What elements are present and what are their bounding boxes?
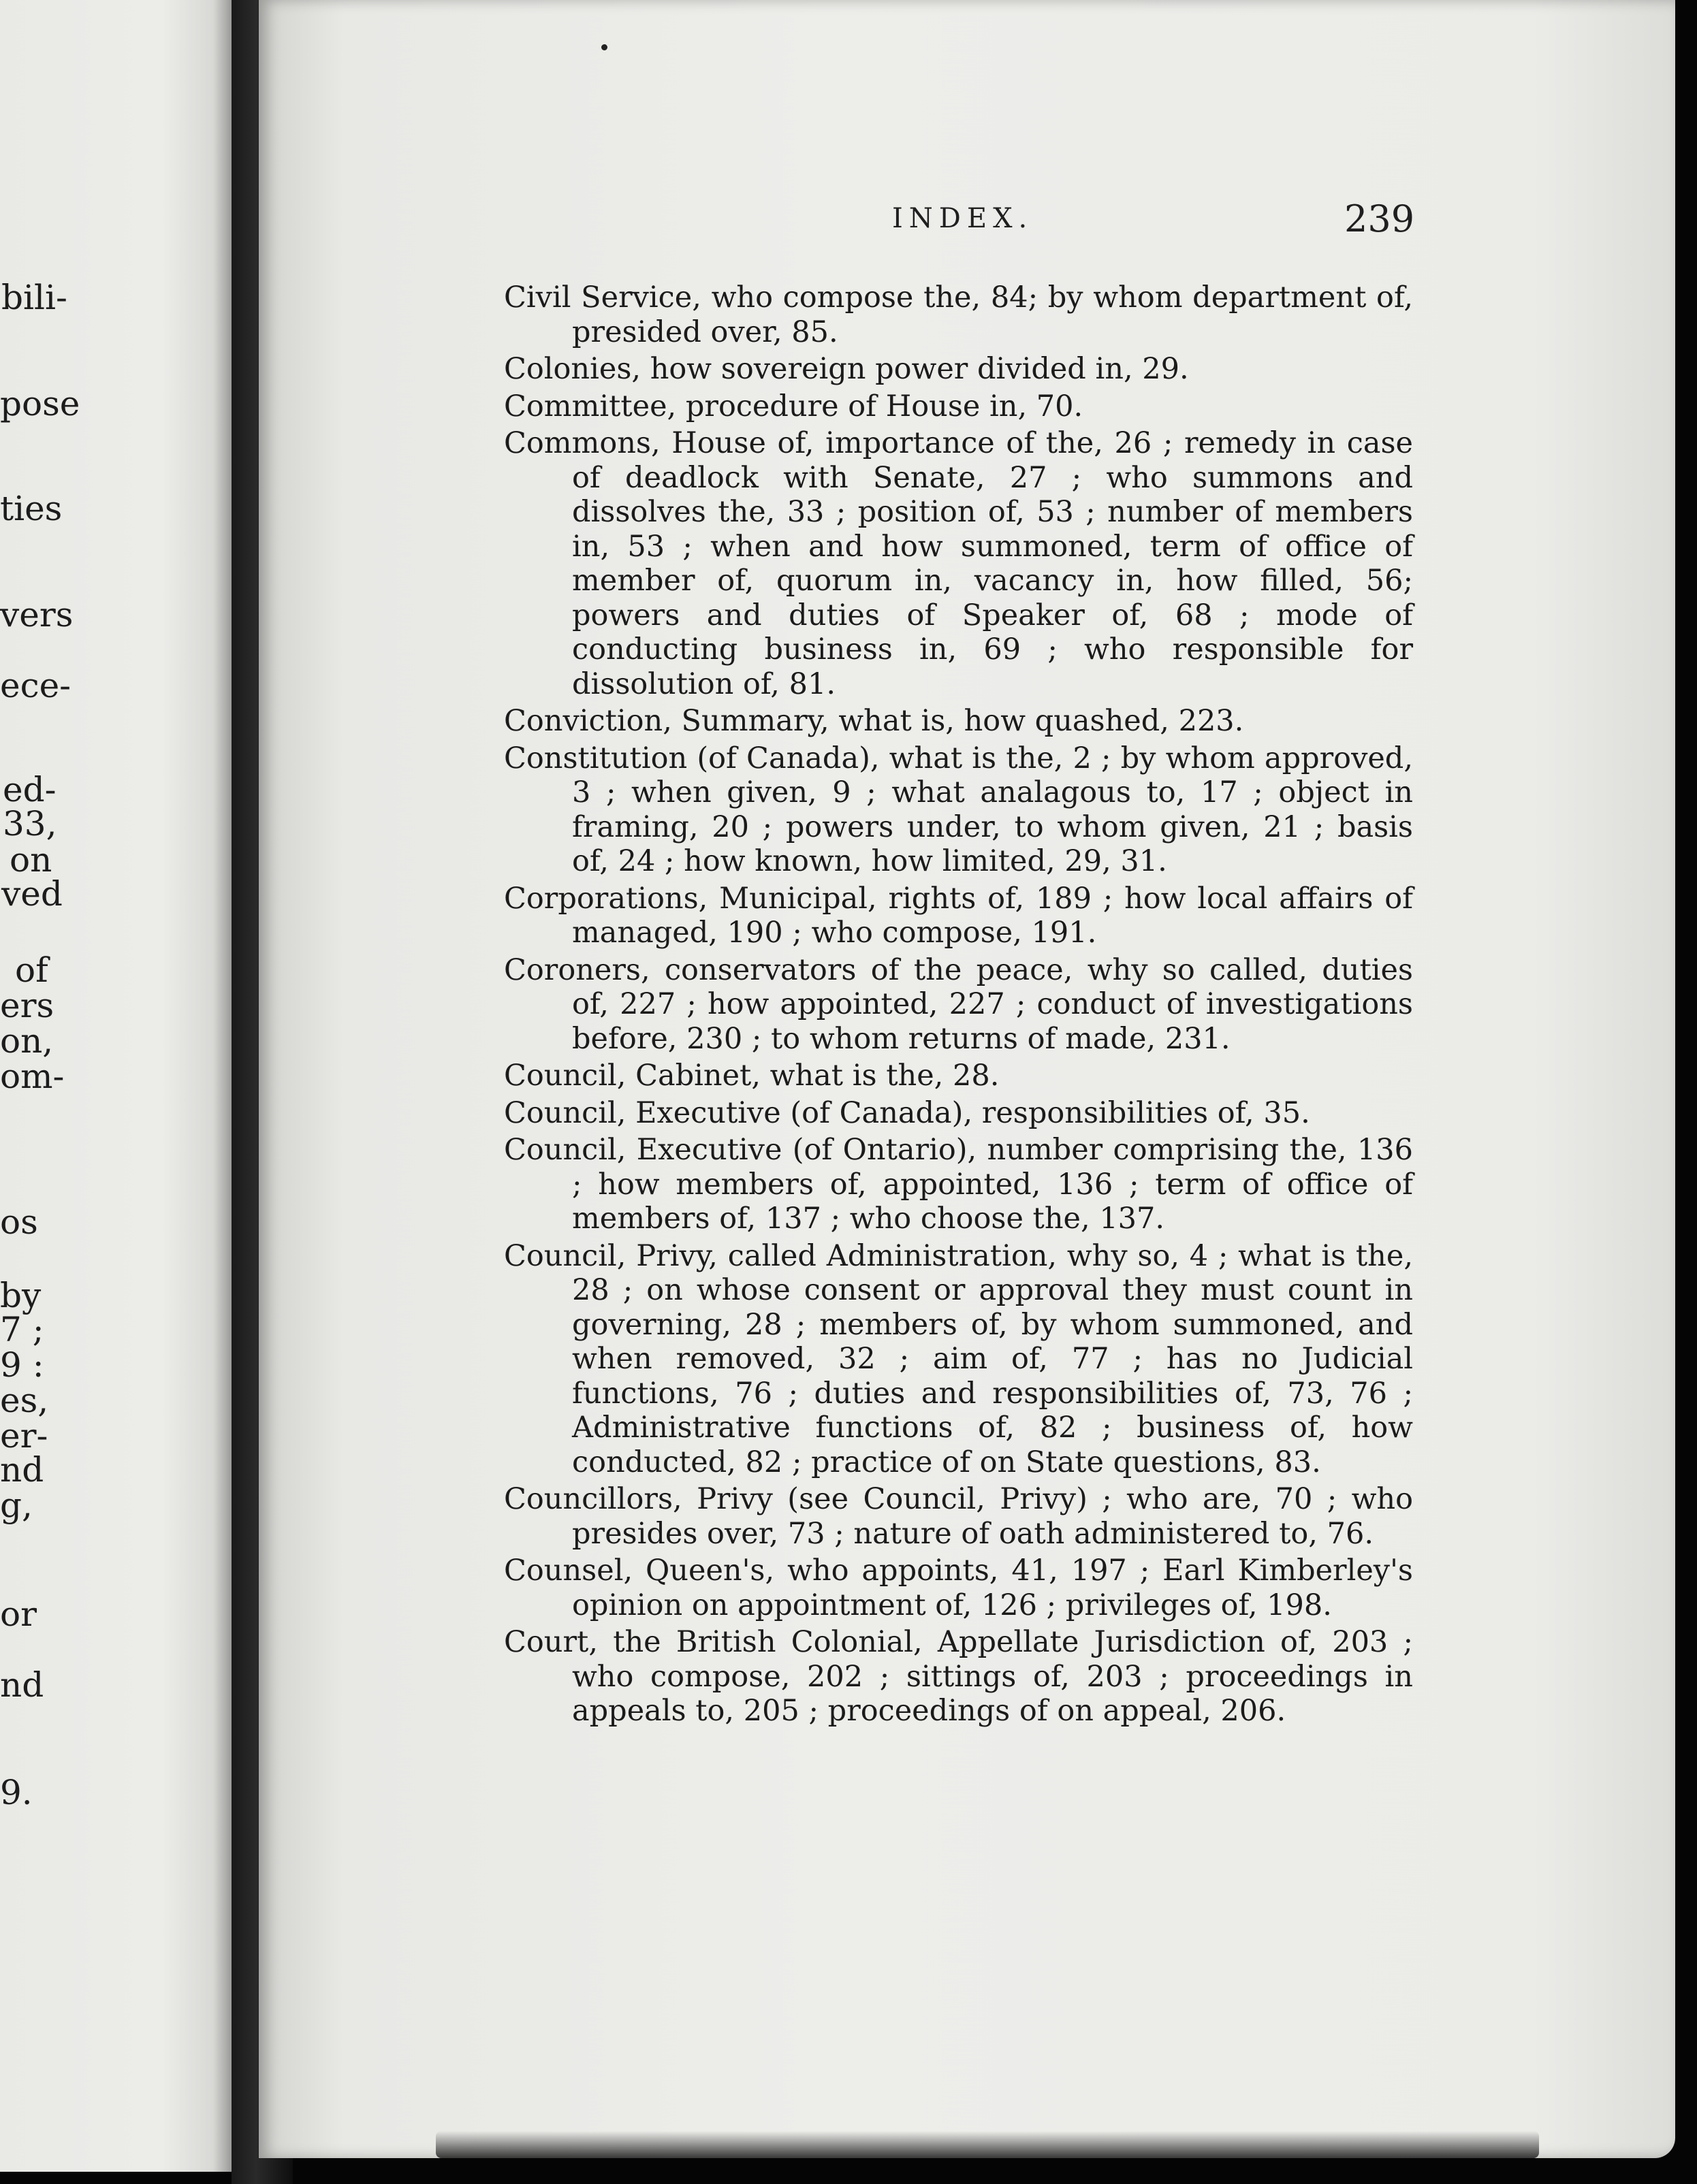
- left-page-fragment: ed-: [3, 770, 57, 809]
- index-entry: Committee, procedure of House in, 70.: [504, 389, 1083, 423]
- left-page-fragment: ers: [0, 986, 54, 1025]
- left-page-margin: [0, 0, 232, 2172]
- index-entry: Colonies, how sovereign power divided in, 29.: [504, 352, 1189, 386]
- left-page-fragment: vers: [0, 595, 74, 635]
- running-head: INDEX.: [892, 203, 1034, 234]
- index-entry: Council, Executive (of Ontario), number comprising the, 136 ; how members of, appointed, 136 ; term of office of members of, 137 ; who choose the, 137.: [504, 1133, 1413, 1236]
- left-page-fragment: er-: [0, 1416, 48, 1456]
- left-page-fragment: on: [10, 840, 52, 880]
- index-entry: Commons, House of, importance of the, 26 ; remedy in case of deadlock with Senate, 27 ; who summons and dissolves the, 33 ; position of, 53 ; number of members in, 53 ; when and how summoned, term of office of member of, quorum in, vacancy in, how filled, 56; powers and duties of Speaker of, 68 ; mode of conducting business in, 69 ; who responsible for dissolution of, 81.: [504, 426, 1413, 701]
- left-page-fragment: ved: [1, 874, 63, 914]
- left-page-fragment: 9.: [0, 1773, 33, 1812]
- index-entry: Conviction, Summary, what is, how quashed, 223.: [504, 704, 1244, 738]
- left-page-fragment: nd: [0, 1450, 44, 1490]
- index-entry: Council, Executive (of Canada), responsibilities of, 35.: [504, 1095, 1310, 1130]
- left-page-fragment: g,: [0, 1486, 33, 1525]
- left-page-fragment: ties: [0, 489, 63, 528]
- index-entry: Council, Privy, called Administration, why so, 4 ; what is the, 28 ; on whose consent or approval they must count in governing, 28 ; members of, by whom summoned, and when removed, 32 ; aim of, 77 ; has no Judicial functions, 76 ; duties and responsibilities of, 73, 76 ; Administrative functions of, 82 ; business of, how conducted, 82 ; practice of on State questions, 83.: [504, 1238, 1413, 1479]
- index-entry: Corporations, Municipal, rights of, 189 ; how local affairs of managed, 190 ; who compose, 191.: [504, 881, 1413, 950]
- left-page-fragment: om-: [0, 1057, 65, 1096]
- left-page-fragment: by: [0, 1276, 42, 1315]
- left-page-fragment: nd: [0, 1665, 44, 1705]
- left-page-fragment: os: [0, 1202, 38, 1242]
- ink-speck: [601, 44, 607, 50]
- index-entry: Coroners, conservators of the peace, why so called, duties of, 227 ; how appointed, 227 ; conduct of investigations before, 230 ; to whom returns of made, 231.: [504, 952, 1413, 1056]
- left-page-fragment: es,: [0, 1381, 49, 1420]
- index-entry: Councillors, Privy (see Council, Privy) ; who are, 70 ; who presides over, 73 ; nature of oath administered to, 76.: [504, 1482, 1413, 1551]
- left-page-fragment: bili-: [1, 278, 67, 317]
- page-number: 239: [1344, 197, 1415, 240]
- left-page-fragment: ece-: [0, 666, 72, 705]
- page-edge-shadow: [436, 2131, 1539, 2158]
- left-page-fragment: pose: [0, 384, 80, 423]
- index-entry: Constitution (of Canada), what is the, 2 ; by whom approved, 3 ; when given, 9 ; what analagous to, 17 ; object in framing, 20 ; powers under, to whom given, 21 ; basis of, 24 ; how known, how limited, 29, 31.: [504, 741, 1413, 878]
- index-entries: [504, 280, 1413, 1731]
- index-entry: Court, the British Colonial, Appellate Jurisdiction of, 203 ; who compose, 202 ; sittings of, 203 ; proceedings in appeals to, 205 ; proceedings of on appeal, 206.: [504, 1625, 1413, 1728]
- left-page-fragment: 33,: [3, 804, 57, 844]
- left-page-fragment: on,: [0, 1021, 54, 1061]
- left-page-fragment: or: [0, 1594, 37, 1634]
- index-entry: Council, Cabinet, what is the, 28.: [504, 1059, 1000, 1093]
- left-page-fragment: 9 :: [0, 1345, 44, 1385]
- left-page-fragment: 7 ;: [0, 1310, 44, 1349]
- left-page-fragment: of: [15, 950, 48, 990]
- index-entry: Counsel, Queen's, who appoints, 41, 197 ; Earl Kimberley's opinion on appointment of, 126 ; privileges of, 198.: [504, 1554, 1413, 1622]
- index-entry: Civil Service, who compose the, 84; by whom department of, presided over, 85.: [504, 280, 1413, 349]
